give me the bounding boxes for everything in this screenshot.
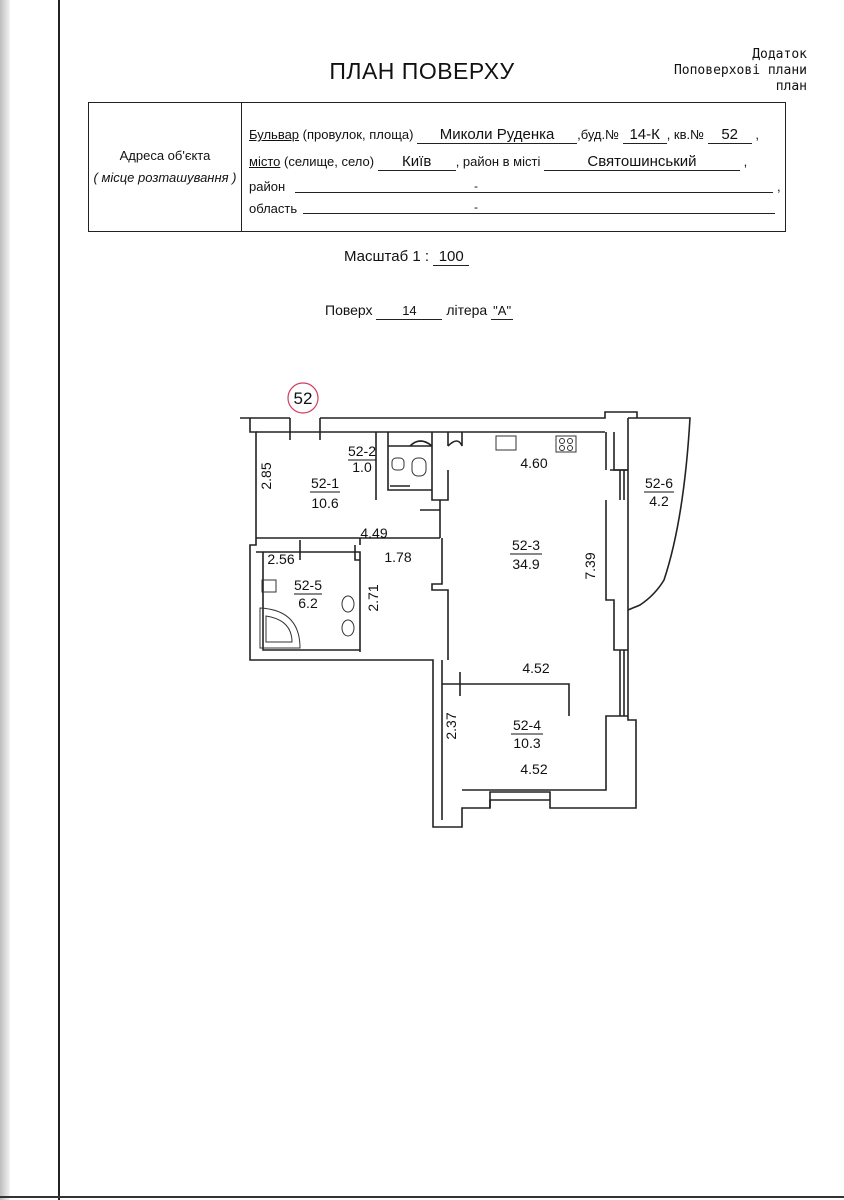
appendix-line-3: план bbox=[775, 79, 807, 94]
room-52-2-id: 52-2 bbox=[347, 443, 377, 459]
street-value: Миколи Руденка bbox=[417, 127, 577, 144]
floor-value: 14 bbox=[376, 303, 442, 320]
appendix-line-2: Поповерхові плани bbox=[673, 63, 807, 78]
address-table bbox=[88, 102, 786, 232]
bathtub-inner-icon bbox=[266, 616, 292, 642]
washbasin-icon bbox=[392, 458, 404, 470]
room-52-3-area: 34.9 bbox=[512, 556, 540, 572]
balcony-52-6 bbox=[628, 418, 690, 610]
region-line bbox=[303, 212, 775, 214]
room-52-3-id: 52-3 bbox=[511, 537, 541, 553]
room-52-4-area: 10.3 bbox=[513, 735, 541, 751]
apartment-number: 52 bbox=[293, 389, 313, 408]
dimension-2-56: 2.56 bbox=[267, 551, 295, 567]
row1-comma: , bbox=[755, 127, 759, 142]
dimension-2-85: 2.85 bbox=[258, 462, 274, 490]
scale-value: 100 bbox=[433, 249, 469, 266]
city-district-value: Святошинський bbox=[544, 154, 740, 171]
row3-comma: , bbox=[777, 179, 781, 194]
dimension-4-60: 4.60 bbox=[520, 455, 548, 471]
district-value: - bbox=[474, 179, 478, 193]
row2-comma: , bbox=[743, 154, 748, 169]
stove-burner-3 bbox=[560, 446, 565, 451]
bath-sink-2-icon bbox=[342, 620, 354, 636]
street-type-label: Бульвар bbox=[249, 127, 300, 142]
letter-label: літера bbox=[446, 302, 488, 318]
room-52-1-id: 52-1 bbox=[310, 475, 340, 491]
toilet-icon bbox=[412, 458, 426, 476]
room-52-5-area: 6.2 bbox=[298, 595, 318, 611]
address-label: Адреса об'єкта bbox=[119, 148, 211, 163]
room-52-6-id: 52-6 bbox=[644, 475, 674, 491]
region-value: - bbox=[474, 200, 478, 214]
outer-wall bbox=[240, 412, 637, 827]
floor-label: Поверх bbox=[325, 302, 373, 318]
building-value: 14-К bbox=[623, 127, 667, 144]
stove-burner-2 bbox=[568, 439, 573, 444]
apartment-value: 52 bbox=[708, 127, 752, 144]
street-type-options: (провулок, площа) bbox=[299, 127, 414, 142]
address-label-cell bbox=[89, 103, 242, 231]
floor-plan bbox=[0, 380, 844, 840]
dimension-7-39: 7.39 bbox=[582, 552, 598, 580]
door-swings bbox=[388, 432, 624, 808]
street-row bbox=[249, 127, 759, 144]
dimension-4-52-top: 4.52 bbox=[522, 660, 550, 676]
building-label: ,буд.№ bbox=[577, 127, 620, 142]
district-label: район bbox=[249, 179, 286, 194]
district-line bbox=[295, 191, 773, 193]
room-52-5-id: 52-5 bbox=[293, 577, 323, 593]
city-district-label: , район в місті bbox=[455, 154, 541, 169]
city-row bbox=[249, 154, 747, 171]
dimension-2-71: 2.71 bbox=[365, 584, 381, 612]
room-52-2-area: 1.0 bbox=[352, 459, 372, 475]
dimension-1-78: 1.78 bbox=[384, 549, 412, 565]
shower-tray-icon bbox=[262, 580, 276, 592]
scale-label: Масштаб 1 : bbox=[344, 248, 430, 265]
stove-burner-4 bbox=[568, 446, 573, 451]
appendix-line-1: Додаток bbox=[752, 47, 807, 62]
floor-line bbox=[325, 302, 513, 320]
door-markers bbox=[290, 418, 628, 696]
letter-value: "А" bbox=[491, 303, 513, 320]
dimension-2-37: 2.37 bbox=[443, 712, 459, 740]
address-sublabel: ( місце розташування ) bbox=[93, 170, 237, 185]
dimension-4-49: 4.49 bbox=[360, 525, 388, 541]
dimension-4-52-bottom: 4.52 bbox=[520, 761, 548, 777]
stove-burner-1 bbox=[560, 439, 565, 444]
page-title: ПЛАН ПОВЕРХУ bbox=[329, 58, 515, 84]
room-52-6-area: 4.2 bbox=[649, 493, 669, 509]
city-value: Київ bbox=[378, 154, 456, 171]
room-52-4-id: 52-4 bbox=[512, 717, 542, 733]
scale-line bbox=[344, 248, 469, 266]
appendix-note bbox=[674, 47, 807, 95]
city-type-label: місто bbox=[249, 154, 281, 169]
stove-icon bbox=[556, 436, 576, 452]
apartment-label: , кв.№ bbox=[666, 127, 705, 142]
region-label: область bbox=[249, 201, 298, 216]
city-type-options: (селище, село) bbox=[280, 154, 375, 169]
sink-icon bbox=[496, 436, 516, 450]
room-52-1-area: 10.6 bbox=[311, 495, 339, 511]
bath-sink-1-icon bbox=[342, 596, 354, 612]
bottom-edge-line bbox=[0, 1196, 844, 1198]
